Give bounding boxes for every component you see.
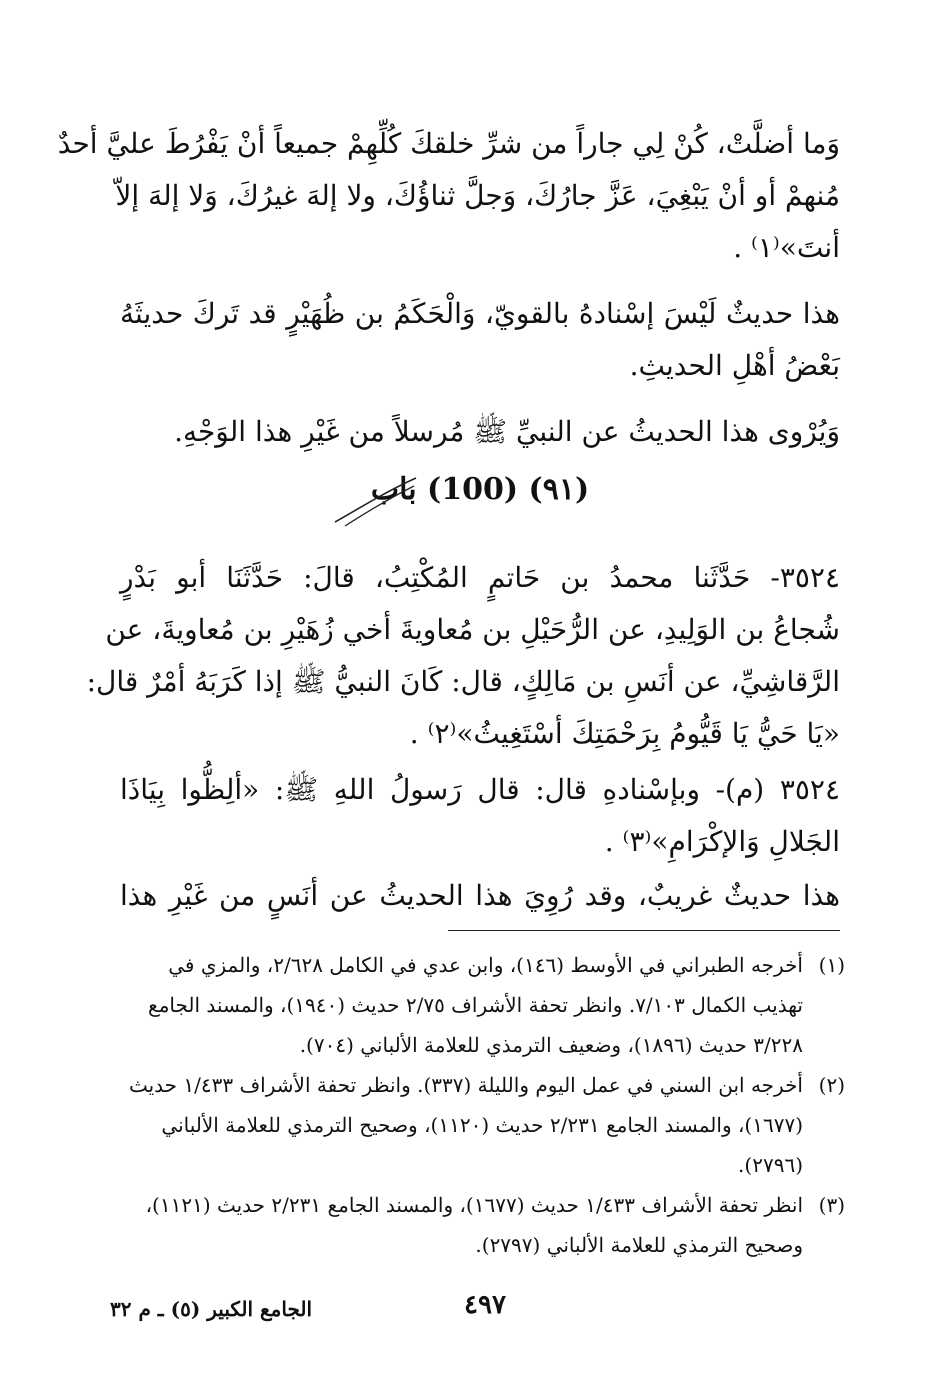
footnote-number: (١) [818,953,845,977]
footnotes [120,945,845,1265]
text-line: الجَلالِ وَالإكْرَامِ»⁽٣⁾ . [604,825,840,858]
text-line: وَما أضلَّتْ، كُنْ لِي جاراً من شرِّ خلقكَ كُلِّهِمْ جميعاً أنْ يَفْرُطَ عليَّ أحدٌ [57,127,840,160]
paragraph-mursal [120,406,840,458]
footnote-text: أخرجه ابن السني في عمل اليوم والليلة (٣٣٧). وانظر تحفة الأشراف ١/٤٣٣ حديث (١٦٧٧)، والمسند الجامع ٢/٢٣١ حديث (١١٢٠)، وصحيح الترمذي للعلامة الألباني (٢٧٩٦). [128,1073,803,1177]
handwritten-scribble [330,470,420,530]
footnote-1 [120,945,845,1065]
footnote-3 [120,1185,845,1265]
text-line: ٣٥٢٤ (م)- وبإسْنادهِ قال: قال رَسولُ اللهِ ﷺ: «ألِظُّوا بِيَاذَا [120,773,840,806]
footnote-2 [120,1065,845,1185]
text-line: ٣٥٢٤- حَدَّثَنا محمدُ بن حَاتمٍ المُكْتِبُ، قالَ: حَدَّثَنَا أبو بَدْرٍ [120,561,840,594]
text-line: أنتَ»⁽١⁾ . [733,231,840,264]
paragraph-grading [120,288,840,392]
footnote-divider [448,930,840,931]
chapter-heading: (٩١) (100) باب [370,472,590,507]
text-line: «يَا حَيُّ يَا قَيُّومُ بِرَحْمَتِكَ أسْتَغِيثُ»⁽٢⁾ . [409,717,840,750]
text-line: وَيُرْوى هذا الحديثُ عن النبيِّ ﷺ مُرسلاً من غَيْرِ هذا الوَجْهِ. [174,415,840,448]
page-number: ٤٩٧ [464,1290,506,1320]
text-line: بَعْضُ أهْلِ الحديثِ. [629,349,840,382]
footnote-text: انظر تحفة الأشراف ١/٤٣٣ حديث (١٦٧٧)، والمسند الجامع ٢/٢٣١ حديث (١١٢١)، وصحيح الترمذي للعلامة الألباني (٢٧٩٧). [145,1193,803,1257]
passage-top [57,118,840,274]
text-line: مُنهمْ أو أنْ يَبْغِيَ، عَزَّ جارُكَ، وَجلَّ ثناؤُكَ، ولا إلهَ غيرُكَ، وَلا إلهَ إلاّ [115,179,840,212]
text-line: هذا حديثٌ لَيْسَ إسْنادهُ بالقويّ، وَالْحَكَمُ بن ظُهَيْرٍ قد تَركَ حديثَهُ [120,297,840,330]
footnote-text: أخرجه الطبراني في الأوسط (١٤٦)، وابن عدي في الكامل ٢/٦٢٨، والمزي في تهذيب الكمال ٧/١٠٣. وانظر تحفة الأشراف ٢/٧٥ حديث (١٩٤٠)، والمسند الجامع ٣/٢٢٨ حديث (١٨٩٦)، وضعيف الترمذي للعلامة الألباني (٧٠٤). [148,953,803,1057]
text-line: شُجاعُ بن الوَلِيدِ، عن الرُّحَيْلِ بن مُعاويةَ أخي زُهَيْرِ بن مُعاويةَ، عن [105,613,840,646]
printer-signature: الجامع الكبير (٥) ـ م ٣٢ [110,1297,313,1321]
footnote-number: (٢) [818,1073,845,1097]
hadith-3524 [86,552,840,760]
text-line: الرَّقاشِيِّ، عن أنَسِ بن مَالِكٍ، قال: كَانَ النبيُّ ﷺ إذا كَرَبَهُ أمْرٌ قال: [86,665,840,698]
text-line: هذا حديثٌ غريبٌ، وقد رُوِيَ هذا الحديثُ عن أنَسٍ من غَيْرِ هذا [120,879,840,912]
paragraph-last [120,870,840,922]
hadith-3524m [120,764,840,868]
footnote-number: (٣) [818,1193,845,1217]
